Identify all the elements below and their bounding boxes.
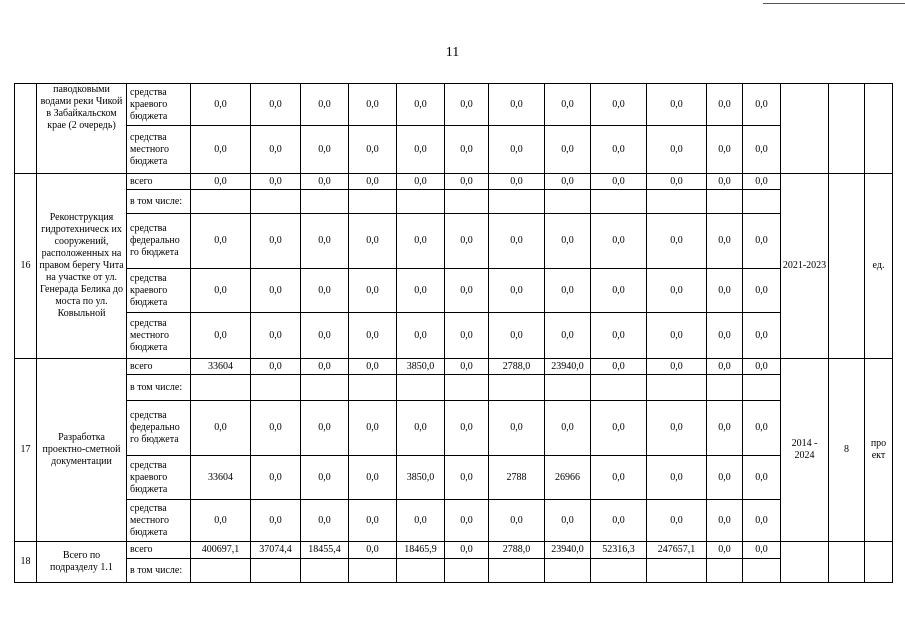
value-cell: 0,0	[301, 126, 349, 174]
value-cell: 0,0	[191, 500, 251, 542]
value-cell: 0,0	[349, 84, 397, 126]
table-row	[15, 190, 893, 214]
value-cell: 0,0	[301, 359, 349, 375]
value-cell: 0,0	[743, 214, 781, 269]
value-cell: 0,0	[707, 269, 743, 313]
value-cell	[251, 559, 301, 583]
period-cell	[781, 542, 829, 583]
value-cell: 0,0	[743, 174, 781, 190]
value-cell: 0,0	[349, 542, 397, 559]
value-cell: 0,0	[349, 359, 397, 375]
value-cell: 0,0	[349, 456, 397, 500]
table-row	[15, 542, 893, 559]
value-cell: 0,0	[251, 401, 301, 456]
value-cell: 0,0	[251, 84, 301, 126]
value-cell: 247657,1	[647, 542, 707, 559]
value-cell: 0,0	[349, 126, 397, 174]
value-cell: 0,0	[445, 269, 489, 313]
value-cell: 0,0	[301, 313, 349, 359]
funding-source-label: всего	[127, 359, 191, 375]
value-cell: 0,0	[647, 126, 707, 174]
value-cell: 0,0	[591, 214, 647, 269]
period-cell	[781, 84, 829, 174]
table-row	[15, 84, 893, 126]
value-cell	[743, 559, 781, 583]
table-row	[15, 313, 893, 359]
value-cell: 37074,4	[251, 542, 301, 559]
measure-name: Всего по подразделу 1.1	[37, 542, 127, 583]
value-cell: 0,0	[545, 174, 591, 190]
value-cell: 0,0	[349, 174, 397, 190]
row-number: 16	[15, 174, 37, 359]
value-cell	[445, 559, 489, 583]
value-cell: 0,0	[591, 84, 647, 126]
value-cell	[397, 375, 445, 401]
value-cell: 0,0	[191, 214, 251, 269]
budget-table	[14, 83, 893, 583]
value-cell: 0,0	[647, 359, 707, 375]
value-cell	[191, 375, 251, 401]
value-cell: 2788,0	[489, 359, 545, 375]
value-cell	[301, 559, 349, 583]
value-cell	[647, 375, 707, 401]
value-cell: 0,0	[251, 214, 301, 269]
value-cell: 0,0	[545, 401, 591, 456]
table-row	[15, 559, 893, 583]
funding-source-label: средства местного бюджета	[127, 313, 191, 359]
value-cell: 0,0	[191, 174, 251, 190]
value-cell: 0,0	[707, 500, 743, 542]
value-cell: 2788,0	[489, 542, 545, 559]
value-cell: 0,0	[647, 456, 707, 500]
value-cell: 0,0	[445, 456, 489, 500]
table-row	[15, 401, 893, 456]
value-cell	[743, 190, 781, 214]
table-row	[15, 375, 893, 401]
quantity-cell	[829, 84, 865, 174]
value-cell	[743, 375, 781, 401]
value-cell: 0,0	[591, 313, 647, 359]
value-cell: 0,0	[591, 359, 647, 375]
value-cell: 0,0	[591, 269, 647, 313]
value-cell: 0,0	[545, 269, 591, 313]
value-cell: 0,0	[743, 500, 781, 542]
measure-name: паводковыми водами реки Чикой в Забайкальском крае (2 очередь)	[37, 84, 127, 174]
value-cell	[397, 559, 445, 583]
value-cell: 0,0	[707, 214, 743, 269]
value-cell: 0,0	[707, 401, 743, 456]
funding-source-label: в том числе:	[127, 559, 191, 583]
value-cell	[301, 190, 349, 214]
value-cell: 0,0	[489, 126, 545, 174]
value-cell: 0,0	[397, 126, 445, 174]
quantity-cell: 8	[829, 359, 865, 542]
unit-cell	[865, 84, 893, 174]
value-cell: 52316,3	[591, 542, 647, 559]
value-cell: 0,0	[489, 500, 545, 542]
value-cell	[647, 190, 707, 214]
value-cell: 0,0	[707, 126, 743, 174]
value-cell	[445, 375, 489, 401]
value-cell: 0,0	[349, 214, 397, 269]
value-cell: 0,0	[647, 500, 707, 542]
value-cell: 0,0	[445, 214, 489, 269]
value-cell: 0,0	[251, 174, 301, 190]
value-cell: 0,0	[743, 359, 781, 375]
value-cell: 0,0	[489, 401, 545, 456]
value-cell	[251, 375, 301, 401]
value-cell	[707, 190, 743, 214]
page-number: 11	[445, 45, 460, 60]
value-cell: 0,0	[349, 313, 397, 359]
value-cell: 0,0	[647, 214, 707, 269]
unit-cell: про ект	[865, 359, 893, 542]
value-cell: 0,0	[545, 313, 591, 359]
value-cell: 400697,1	[191, 542, 251, 559]
value-cell	[191, 559, 251, 583]
value-cell: 0,0	[591, 401, 647, 456]
table-row	[15, 126, 893, 174]
value-cell: 0,0	[591, 500, 647, 542]
value-cell	[301, 375, 349, 401]
value-cell: 0,0	[489, 214, 545, 269]
value-cell: 0,0	[647, 174, 707, 190]
value-cell: 23940,0	[545, 542, 591, 559]
value-cell: 0,0	[397, 214, 445, 269]
value-cell: 0,0	[445, 313, 489, 359]
value-cell: 0,0	[251, 359, 301, 375]
value-cell: 0,0	[707, 84, 743, 126]
funding-source-label: всего	[127, 542, 191, 559]
period-cell: 2014 - 2024	[781, 359, 829, 542]
value-cell: 0,0	[743, 542, 781, 559]
value-cell	[191, 190, 251, 214]
value-cell: 0,0	[743, 126, 781, 174]
value-cell: 0,0	[191, 126, 251, 174]
value-cell: 0,0	[445, 542, 489, 559]
value-cell: 0,0	[397, 401, 445, 456]
table-row	[15, 359, 893, 375]
value-cell	[545, 559, 591, 583]
value-cell: 0,0	[591, 456, 647, 500]
value-cell: 0,0	[743, 84, 781, 126]
value-cell: 0,0	[301, 174, 349, 190]
value-cell: 0,0	[743, 313, 781, 359]
value-cell: 0,0	[707, 174, 743, 190]
value-cell: 0,0	[397, 313, 445, 359]
measure-name: Реконструкция гидротехническ их сооружений, расположенных на правом берегу Чита на участке от ул. Генерада Белика до моста по ул. Ковыльной	[37, 174, 127, 359]
funding-source-label: средства местного бюджета	[127, 126, 191, 174]
value-cell: 0,0	[489, 174, 545, 190]
value-cell	[591, 190, 647, 214]
value-cell: 0,0	[251, 456, 301, 500]
value-cell: 0,0	[251, 126, 301, 174]
value-cell	[349, 190, 397, 214]
value-cell: 0,0	[301, 401, 349, 456]
value-cell: 0,0	[647, 269, 707, 313]
value-cell: 0,0	[591, 174, 647, 190]
value-cell: 26966	[545, 456, 591, 500]
value-cell: 18455,4	[301, 542, 349, 559]
value-cell	[545, 375, 591, 401]
value-cell: 0,0	[445, 126, 489, 174]
funding-source-label: средства краевого бюджета	[127, 456, 191, 500]
value-cell: 0,0	[545, 84, 591, 126]
value-cell: 0,0	[397, 269, 445, 313]
value-cell: 0,0	[301, 269, 349, 313]
period-cell: 2021-2023	[781, 174, 829, 359]
table-row	[15, 500, 893, 542]
value-cell: 0,0	[445, 174, 489, 190]
value-cell	[647, 559, 707, 583]
value-cell: 0,0	[445, 500, 489, 542]
row-number: 18	[15, 542, 37, 583]
value-cell: 0,0	[545, 500, 591, 542]
funding-source-label: в том числе:	[127, 190, 191, 214]
value-cell: 0,0	[349, 500, 397, 542]
value-cell	[707, 375, 743, 401]
table-row	[15, 174, 893, 190]
value-cell: 0,0	[349, 401, 397, 456]
value-cell: 0,0	[743, 401, 781, 456]
value-cell: 0,0	[397, 500, 445, 542]
header-rule	[763, 3, 905, 4]
value-cell: 0,0	[489, 313, 545, 359]
value-cell: 33604	[191, 359, 251, 375]
value-cell	[591, 375, 647, 401]
value-cell: 23940,0	[545, 359, 591, 375]
funding-source-label: средства местного бюджета	[127, 500, 191, 542]
value-cell	[545, 190, 591, 214]
value-cell: 0,0	[397, 84, 445, 126]
value-cell: 0,0	[707, 359, 743, 375]
value-cell	[349, 375, 397, 401]
value-cell: 0,0	[707, 542, 743, 559]
funding-source-label: средства краевого бюджета	[127, 84, 191, 126]
value-cell: 0,0	[743, 456, 781, 500]
unit-cell: ед.	[865, 174, 893, 359]
value-cell: 0,0	[191, 84, 251, 126]
unit-cell	[865, 542, 893, 583]
funding-source-label: средства федерально го бюджета	[127, 214, 191, 269]
value-cell: 3850,0	[397, 359, 445, 375]
funding-source-label: средства федерально го бюджета	[127, 401, 191, 456]
value-cell: 0,0	[591, 126, 647, 174]
value-cell: 0,0	[301, 500, 349, 542]
value-cell: 0,0	[445, 401, 489, 456]
table-row	[15, 456, 893, 500]
value-cell: 0,0	[191, 269, 251, 313]
funding-source-label: всего	[127, 174, 191, 190]
row-number	[15, 84, 37, 174]
value-cell: 2788	[489, 456, 545, 500]
measure-name: Разработка проектно-сметной документации	[37, 359, 127, 542]
value-cell: 0,0	[251, 500, 301, 542]
value-cell: 3850,0	[397, 456, 445, 500]
table-row	[15, 269, 893, 313]
value-cell: 18465,9	[397, 542, 445, 559]
value-cell: 0,0	[707, 313, 743, 359]
value-cell: 0,0	[301, 84, 349, 126]
value-cell	[591, 559, 647, 583]
value-cell: 0,0	[743, 269, 781, 313]
value-cell	[445, 190, 489, 214]
value-cell: 0,0	[191, 401, 251, 456]
value-cell	[251, 190, 301, 214]
value-cell: 0,0	[707, 456, 743, 500]
value-cell: 0,0	[301, 456, 349, 500]
value-cell: 0,0	[489, 269, 545, 313]
value-cell: 0,0	[647, 84, 707, 126]
value-cell: 0,0	[545, 214, 591, 269]
funding-source-label: в том числе:	[127, 375, 191, 401]
value-cell: 0,0	[545, 126, 591, 174]
quantity-cell	[829, 542, 865, 583]
funding-source-label: средства краевого бюджета	[127, 269, 191, 313]
value-cell: 0,0	[445, 359, 489, 375]
value-cell: 0,0	[251, 269, 301, 313]
value-cell: 0,0	[191, 313, 251, 359]
value-cell: 0,0	[489, 84, 545, 126]
value-cell	[489, 375, 545, 401]
value-cell	[489, 559, 545, 583]
value-cell: 33604	[191, 456, 251, 500]
value-cell	[397, 190, 445, 214]
value-cell: 0,0	[397, 174, 445, 190]
value-cell: 0,0	[445, 84, 489, 126]
value-cell: 0,0	[647, 401, 707, 456]
value-cell: 0,0	[251, 313, 301, 359]
value-cell: 0,0	[349, 269, 397, 313]
row-number: 17	[15, 359, 37, 542]
value-cell	[489, 190, 545, 214]
quantity-cell	[829, 174, 865, 359]
table-row	[15, 214, 893, 269]
value-cell: 0,0	[301, 214, 349, 269]
value-cell	[349, 559, 397, 583]
value-cell: 0,0	[647, 313, 707, 359]
value-cell	[707, 559, 743, 583]
